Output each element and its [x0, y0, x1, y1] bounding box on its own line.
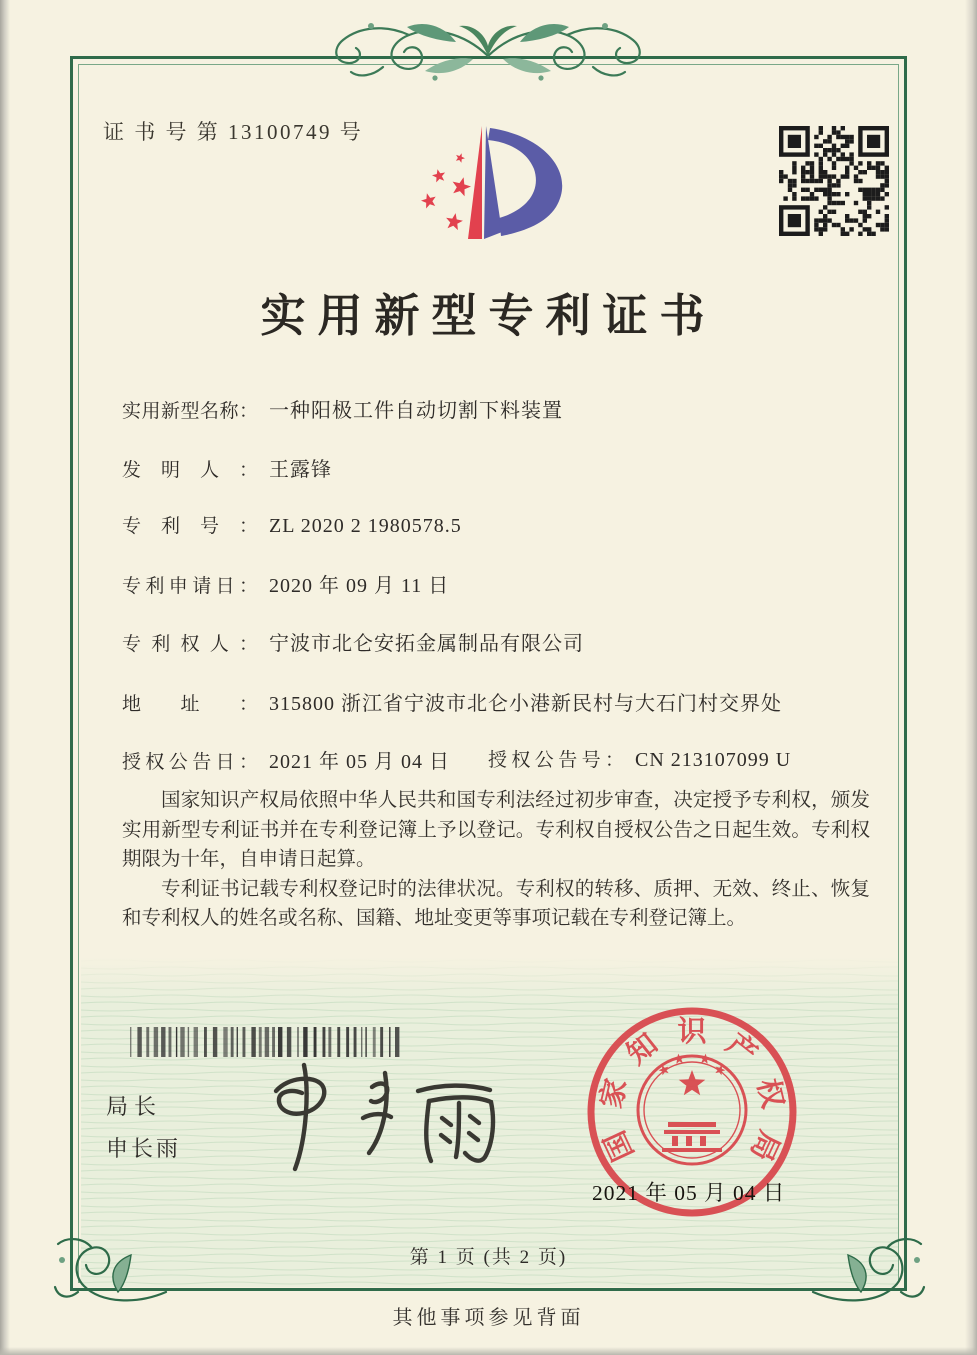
field-value: 315800 浙江省宁波市北仑小港新民村与大石门村交界处 [269, 693, 782, 715]
legal-paragraph-1: 国家知识产权局依照中华人民共和国专利法经过初步审查，决定授予专利权，颁发实用新型专利证书并在专利登记簿上予以登记。专利权自授权公告之日起生效。专利权期限为十年，自申请日起算。 [122, 790, 870, 870]
top-scroll-ornament-icon [323, 4, 653, 90]
svg-text:产: 产 [720, 1027, 763, 1071]
seal-date: 2021 年 05 月 04 日 [592, 1181, 786, 1205]
field-value: CN 213107099 U [635, 749, 792, 771]
field-grant-publication-number [488, 745, 791, 772]
qr-code [779, 126, 889, 236]
field-label: 专利申请日： [122, 576, 258, 597]
certificate-title: 实用新型专利证书 [260, 291, 717, 341]
guilloche-band-fade [81, 956, 898, 1002]
field-filing-date [122, 569, 449, 598]
field-patentee [122, 627, 584, 656]
field-value: 一种阳极工件自动切割下料装置 [269, 400, 563, 422]
field-label: 授权公告号： [488, 750, 624, 771]
field-value: ZL 2020 2 1980578.5 [269, 515, 462, 537]
field-label: 实用新型名称： [122, 401, 258, 422]
paper-edge-right [965, 0, 977, 1355]
field-label: 专利权人： [122, 634, 258, 655]
field-value: 宁波市北仑安拓金属制品有限公司 [269, 633, 584, 655]
paper-edge-left [0, 0, 10, 1355]
director-name: 申长雨 [106, 1136, 182, 1161]
legal-paragraph-2: 专利证书记载专利权登记时的法律状况。专利权的转移、质押、无效、终止、恢复和专利权人的姓名或名称、国籍、地址变更等事项记载在专利登记簿上。 [122, 878, 870, 929]
field-grant-date [122, 745, 450, 774]
field-label: 发明人： [122, 460, 258, 481]
barcode [130, 1027, 402, 1057]
field-value: 王露锋 [269, 459, 332, 481]
director-title: 局长 [106, 1094, 163, 1119]
field-label: 专利号： [122, 516, 258, 537]
director-signature [252, 1055, 512, 1183]
legal-text [122, 786, 870, 934]
svg-text:局: 局 [743, 1125, 785, 1166]
field-patent-number [122, 511, 462, 538]
svg-text:国: 国 [599, 1125, 641, 1166]
field-inventor [122, 453, 332, 482]
field-label: 授权公告日： [122, 752, 258, 773]
field-value: 2021 年 05 月 04 日 [269, 751, 450, 773]
field-utility-model-name [122, 394, 563, 423]
field-label: 地址： [122, 694, 258, 715]
svg-text:权: 权 [750, 1075, 789, 1112]
field-value: 2020 年 09 月 11 日 [269, 575, 450, 597]
back-side-note: 其他事项参见背面 [392, 1307, 585, 1329]
svg-text:识: 识 [677, 1016, 707, 1049]
national-emblem-icon [638, 1054, 746, 1164]
corner-flourish-icon [811, 1234, 933, 1306]
corner-flourish-icon [46, 1234, 168, 1306]
svg-text:知: 知 [621, 1027, 664, 1071]
svg-text:家: 家 [595, 1075, 634, 1112]
paper-edge-bottom [0, 1347, 977, 1355]
field-address [122, 687, 782, 716]
cnipa-logo-icon [398, 112, 588, 258]
certificate-number: 证 书 号 第 13100749 号 [103, 120, 364, 144]
page-number: 第 1 页 (共 2 页) [409, 1247, 568, 1268]
